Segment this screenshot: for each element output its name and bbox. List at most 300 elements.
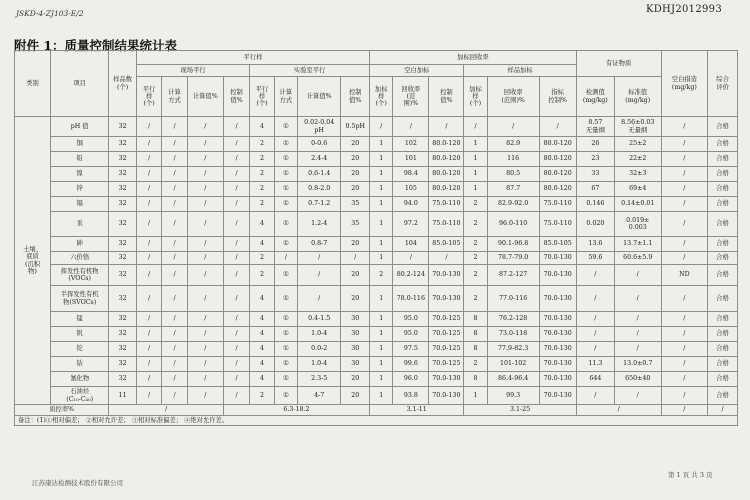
qc-rate-sample: 3.1-25: [464, 405, 576, 416]
table-cell: /: [614, 312, 661, 327]
table-row: [15, 137, 738, 152]
table-cell: /: [136, 286, 161, 312]
table-cell: /: [576, 265, 614, 286]
table-cell: ①: [274, 286, 297, 312]
header-blank-control: 控制 值%: [429, 77, 464, 117]
table-cell: 4: [250, 342, 274, 357]
table-cell: /: [370, 117, 393, 137]
table-cell: 20: [341, 387, 370, 405]
table-cell: 77.0-116: [487, 286, 539, 312]
table-cell: 70.0-130: [539, 372, 576, 387]
table-cell: 2.4-4: [297, 152, 340, 167]
table-cell: /: [136, 312, 161, 327]
table-cell: 4: [250, 117, 274, 137]
table-cell: 35: [341, 212, 370, 237]
table-cell: /: [162, 387, 187, 405]
table-cell: /: [187, 327, 223, 342]
header-field-parallel: 现场平行: [136, 65, 249, 77]
table-cell: /: [223, 197, 250, 212]
table-cell: 32: [109, 152, 137, 167]
table-cell: 镍: [51, 167, 109, 182]
table-cell: pH 值: [51, 117, 109, 137]
table-cell: 4: [250, 372, 274, 387]
table-cell: 82.9: [487, 137, 539, 152]
table-cell: 2.3-5: [297, 372, 340, 387]
table-row: [15, 212, 738, 237]
footer-page-number: 第 1 页 共 3 页: [668, 471, 713, 479]
table-cell: 1: [370, 237, 393, 252]
table-cell: 汞: [51, 212, 109, 237]
table-cell: 1: [370, 372, 393, 387]
table-cell: /: [162, 265, 187, 286]
table-cell: 30: [341, 342, 370, 357]
table-cell: 8: [464, 342, 487, 357]
table-cell: /: [661, 372, 708, 387]
qc-rate-blank-col: /: [661, 405, 708, 416]
table-cell: /: [162, 152, 187, 167]
table-cell: 75.0-110: [429, 212, 464, 237]
table-cell: 30: [341, 327, 370, 342]
table-cell: 98.4: [393, 167, 429, 182]
table-cell: /: [162, 357, 187, 372]
table-cell: /: [614, 327, 661, 342]
table-cell: /: [661, 357, 708, 372]
table-cell: 4: [250, 286, 274, 312]
table-cell: /: [162, 372, 187, 387]
table-cell: /: [187, 387, 223, 405]
table-cell: 1: [370, 387, 393, 405]
table-cell: 87.7: [487, 182, 539, 197]
table-cell: 石油烃 (C₁₀-C₄₀): [51, 387, 109, 405]
table-cell: 2: [464, 252, 487, 265]
table-cell: 合格: [708, 312, 738, 327]
page-title: 附件 1：质量控制结果统计表: [14, 38, 178, 53]
table-cell: 铊: [51, 342, 109, 357]
table-cell: 32: [109, 372, 137, 387]
table-cell: 20: [341, 182, 370, 197]
header-blank-recovery: 回收率 (范 围)%: [393, 77, 429, 117]
table-cell: 0.5pH: [341, 117, 370, 137]
table-cell: 32: [109, 182, 137, 197]
table-cell: 97.5: [393, 342, 429, 357]
table-cell: 2: [250, 265, 274, 286]
table-cell: /: [136, 372, 161, 387]
table-cell: 合格: [708, 167, 738, 182]
table-cell: 4-7: [297, 387, 340, 405]
table-cell: 2: [250, 252, 274, 265]
table-cell: 116: [487, 152, 539, 167]
table-cell: 80.0-120: [429, 152, 464, 167]
table-cell: ①: [274, 312, 297, 327]
table-cell: /: [136, 197, 161, 212]
table-cell: 70.0-130: [539, 265, 576, 286]
table-cell: /: [223, 167, 250, 182]
table-cell: /: [136, 252, 161, 265]
table-cell: /: [136, 342, 161, 357]
table-cell: /: [661, 237, 708, 252]
table-row: [15, 265, 738, 286]
table-cell: 1: [464, 387, 487, 405]
table-cell: /: [136, 357, 161, 372]
table-cell: /: [136, 152, 161, 167]
header-lab-count: 平行 样 (个): [250, 77, 274, 117]
table-cell: 4: [250, 357, 274, 372]
table-cell: /: [187, 357, 223, 372]
table-cell: /: [187, 212, 223, 237]
table-cell: 70.0-125: [429, 342, 464, 357]
table-cell: 1: [370, 342, 393, 357]
table-cell: 1: [370, 167, 393, 182]
table-cell: /: [223, 387, 250, 405]
table-cell: /: [223, 152, 250, 167]
table-cell: 1: [464, 137, 487, 152]
header-sample-spike-count: 加标 样 (个): [464, 77, 487, 117]
table-cell: 2: [464, 212, 487, 237]
table-cell: 82.9-92.0: [487, 197, 539, 212]
table-cell: ①: [274, 117, 297, 137]
table-cell: /: [162, 117, 187, 137]
table-cell: 钴: [51, 357, 109, 372]
table-cell: ①: [274, 372, 297, 387]
table-cell: /: [487, 117, 539, 137]
table-cell: ①: [274, 357, 297, 372]
table-cell: 75.0-110: [539, 212, 576, 237]
table-cell: /: [576, 327, 614, 342]
table-cell: /: [136, 137, 161, 152]
table-cell: 合格: [708, 117, 738, 137]
table-cell: ①: [274, 197, 297, 212]
table-cell: /: [576, 286, 614, 312]
qc-rate-label: 质控率%: [15, 405, 109, 416]
table-cell: 32: [109, 342, 137, 357]
table-cell: 0.0-2: [297, 342, 340, 357]
table-cell: 101-102: [487, 357, 539, 372]
table-cell: 钒: [51, 327, 109, 342]
table-cell: 70.0-125: [429, 312, 464, 327]
table-cell: 85.0-105: [539, 237, 576, 252]
table-cell: /: [297, 265, 340, 286]
table-cell: 8: [464, 327, 487, 342]
table-cell: 1.0-4: [297, 327, 340, 342]
table-cell: /: [223, 212, 250, 237]
table-cell: /: [187, 237, 223, 252]
table-cell: ①: [274, 137, 297, 152]
table-cell: /: [162, 212, 187, 237]
table-cell: 85.0-105: [429, 237, 464, 252]
table-row: [15, 237, 738, 252]
header-field-value: 计算值%: [187, 77, 223, 117]
table-cell: 铜: [51, 137, 109, 152]
table-cell: /: [614, 265, 661, 286]
table-cell: 30: [341, 357, 370, 372]
header-lab-value: 计算值%: [297, 77, 340, 117]
table-cell: /: [187, 117, 223, 137]
table-cell: 2: [250, 167, 274, 182]
table-cell: 75.0-110: [429, 197, 464, 212]
table-cell: /: [187, 197, 223, 212]
table-cell: 70.0-130: [539, 312, 576, 327]
header-blank-spike-count: 加标 样 (个): [370, 77, 393, 117]
table-row: [15, 182, 738, 197]
table-cell: 99.6: [393, 357, 429, 372]
table-cell: 80.0-120: [539, 182, 576, 197]
table-cell: /: [223, 312, 250, 327]
table-cell: /: [187, 312, 223, 327]
table-cell: 32: [109, 286, 137, 312]
table-cell: 1: [370, 327, 393, 342]
table-cell: 32: [109, 137, 137, 152]
table-cell: /: [464, 117, 487, 137]
header-sample-spike: 样品加标: [464, 65, 576, 77]
table-cell: 合格: [708, 357, 738, 372]
table-cell: 铅: [51, 152, 109, 167]
table-cell: /: [576, 312, 614, 327]
table-cell: 32: [109, 327, 137, 342]
table-cell: /: [162, 252, 187, 265]
table-cell: 合格: [708, 237, 738, 252]
table-cell: 11: [109, 387, 137, 405]
table-cell: 30: [341, 312, 370, 327]
table-cell: 1: [370, 152, 393, 167]
table-cell: 70.0-130: [539, 286, 576, 312]
qc-rate-overall: /: [708, 405, 738, 416]
table-cell: 67: [576, 182, 614, 197]
table-cell: 644: [576, 372, 614, 387]
qc-rate-cert: /: [576, 405, 661, 416]
table-cell: /: [614, 387, 661, 405]
table-cell: 70.0-130: [539, 357, 576, 372]
table-cell: /: [661, 117, 708, 137]
table-cell: 2: [250, 197, 274, 212]
table-cell: /: [187, 342, 223, 357]
header-lab-method: 计算 方式: [274, 77, 297, 117]
table-row: [15, 372, 738, 387]
table-cell: 77.9-82.3: [487, 342, 539, 357]
table-cell: 挥发性有机物 (VOCs): [51, 265, 109, 286]
table-cell: 1: [370, 286, 393, 312]
table-cell: 93.8: [393, 387, 429, 405]
table-cell: ①: [274, 212, 297, 237]
header-cert-standard: 标准值 (mg/kg): [614, 77, 661, 117]
table-cell: 80.0-120: [429, 182, 464, 197]
table-cell: /: [661, 252, 708, 265]
table-cell: /: [187, 372, 223, 387]
table-cell: /: [661, 212, 708, 237]
table-cell: /: [429, 252, 464, 265]
table-cell: /: [162, 342, 187, 357]
table-cell: 合格: [708, 152, 738, 167]
table-cell: /: [393, 117, 429, 137]
header-field-control: 控制 值%: [223, 77, 250, 117]
table-cell: 4: [250, 212, 274, 237]
table-cell: /: [162, 167, 187, 182]
table-cell: 13.0±0.7: [614, 357, 661, 372]
table-cell: 32: [109, 167, 137, 182]
table-cell: /: [136, 327, 161, 342]
table-cell: ①: [274, 342, 297, 357]
table-cell: 1: [370, 212, 393, 237]
table-cell: 2: [250, 152, 274, 167]
table-cell: 104: [393, 237, 429, 252]
table-row: [15, 312, 738, 327]
table-cell: /: [187, 137, 223, 152]
table-row: [15, 252, 738, 265]
header-sample-target: 指标 控制%: [539, 77, 576, 117]
table-cell: 80.2-124: [393, 265, 429, 286]
table-cell: 0.02-0.04 pH: [297, 117, 340, 137]
header-item: 项目: [51, 51, 109, 117]
table-cell: /: [661, 387, 708, 405]
table-cell: /: [661, 286, 708, 312]
table-cell: 1.0-4: [297, 357, 340, 372]
table-cell: 0.14±0.01: [614, 197, 661, 212]
table-cell: /: [223, 372, 250, 387]
header-overall: 综合 评价: [708, 51, 738, 117]
header-field-count: 平行 样 (个): [136, 77, 161, 117]
table-cell: 70.0-130: [429, 372, 464, 387]
table-cell: 32: [109, 197, 137, 212]
table-cell: /: [162, 312, 187, 327]
table-cell: /: [136, 182, 161, 197]
quality-control-table: [14, 50, 738, 426]
table-cell: 22±2: [614, 152, 661, 167]
table-cell: /: [187, 286, 223, 312]
table-cell: 0.7-1.2: [297, 197, 340, 212]
category-cell: 土壤、 底质 (沉积 物): [15, 117, 51, 405]
table-cell: 70.0-125: [429, 357, 464, 372]
table-cell: /: [393, 252, 429, 265]
table-cell: 32: [109, 252, 137, 265]
table-row: [15, 342, 738, 357]
table-cell: 合格: [708, 327, 738, 342]
table-cell: /: [162, 286, 187, 312]
table-cell: 32: [109, 265, 137, 286]
table-cell: 25±2: [614, 137, 661, 152]
table-cell: ①: [274, 327, 297, 342]
table-cell: 32: [109, 237, 137, 252]
table-row: [15, 357, 738, 372]
table-cell: 锰: [51, 312, 109, 327]
table-cell: /: [661, 182, 708, 197]
table-cell: 1: [370, 182, 393, 197]
table-cell: /: [162, 182, 187, 197]
table-row: [15, 387, 738, 405]
table-cell: /: [187, 182, 223, 197]
table-cell: ①: [274, 182, 297, 197]
table-cell: /: [341, 252, 370, 265]
table-cell: 70.0-130: [429, 265, 464, 286]
table-cell: /: [187, 252, 223, 265]
table-cell: 合格: [708, 182, 738, 197]
table-cell: 59.6: [576, 252, 614, 265]
table-cell: /: [136, 387, 161, 405]
table-cell: /: [661, 137, 708, 152]
table-cell: 2: [370, 265, 393, 286]
table-cell: 合格: [708, 387, 738, 405]
table-cell: /: [223, 182, 250, 197]
table-row: [15, 197, 738, 212]
header-field-method: 计算 方式: [162, 77, 187, 117]
table-cell: 102: [393, 137, 429, 152]
qc-rate-lab: 6.3-18.2: [223, 405, 369, 416]
table-cell: 合格: [708, 252, 738, 265]
footer-company: 江苏康达检测技术股份有限公司: [32, 479, 123, 487]
table-cell: 20: [341, 237, 370, 252]
table-cell: 2: [464, 237, 487, 252]
table-cell: 4: [250, 327, 274, 342]
table-row: [15, 327, 738, 342]
table-cell: 4: [250, 237, 274, 252]
table-cell: 90.1-96.8: [487, 237, 539, 252]
table-cell: 75.0-110: [539, 197, 576, 212]
table-cell: 20: [341, 286, 370, 312]
table-cell: /: [614, 286, 661, 312]
table-cell: 26: [576, 137, 614, 152]
report-number: KDHJ2012993: [645, 4, 722, 15]
table-cell: 1.2-4: [297, 212, 340, 237]
table-row: [15, 167, 738, 182]
table-cell: 86.4-96.4: [487, 372, 539, 387]
header-blank: 空白措造 (mg/kg): [661, 51, 708, 117]
table-cell: ①: [274, 265, 297, 286]
table-cell: /: [661, 327, 708, 342]
table-cell: /: [223, 237, 250, 252]
table-cell: 8: [464, 312, 487, 327]
table-cell: 101: [393, 152, 429, 167]
table-cell: /: [661, 167, 708, 182]
form-code: JSKD-4-ZJ103-E/2: [16, 9, 84, 18]
table-cell: /: [539, 117, 576, 137]
table-cell: /: [223, 357, 250, 372]
table-cell: 70.0-125: [429, 327, 464, 342]
table-cell: 32: [109, 312, 137, 327]
table-cell: 1: [370, 197, 393, 212]
table-cell: 镉: [51, 197, 109, 212]
table-cell: 32: [109, 357, 137, 372]
table-cell: /: [661, 312, 708, 327]
table-cell: ①: [274, 167, 297, 182]
table-cell: ①: [274, 387, 297, 405]
table-cell: ND: [661, 265, 708, 286]
table-cell: 1: [370, 357, 393, 372]
table-cell: 合格: [708, 265, 738, 286]
table-cell: 80.5: [487, 167, 539, 182]
table-cell: ①: [274, 152, 297, 167]
table-cell: 六价铬: [51, 252, 109, 265]
table-cell: /: [297, 286, 340, 312]
table-cell: 23: [576, 152, 614, 167]
header-lab-control: 控制 值%: [341, 77, 370, 117]
header-cert-ref: 有证物质: [576, 51, 661, 77]
table-cell: /: [162, 237, 187, 252]
table-cell: 2: [464, 265, 487, 286]
table-cell: 20: [341, 137, 370, 152]
table-cell: 32: [109, 117, 137, 137]
table-cell: 96.0: [393, 372, 429, 387]
table-cell: 0.019± 0.003: [614, 212, 661, 237]
table-cell: 94.0: [393, 197, 429, 212]
header-parallel: 平行样: [136, 51, 369, 65]
table-body: [15, 117, 738, 405]
table-cell: 650±40: [614, 372, 661, 387]
table-cell: 0.8-7: [297, 237, 340, 252]
table-cell: 73.0-118: [487, 327, 539, 342]
table-cell: ①: [274, 237, 297, 252]
table-cell: 70.0-130: [539, 327, 576, 342]
header-recovery: 加标回收率: [370, 51, 577, 65]
table-cell: 70.0-130: [539, 387, 576, 405]
table-cell: 合格: [708, 342, 738, 357]
